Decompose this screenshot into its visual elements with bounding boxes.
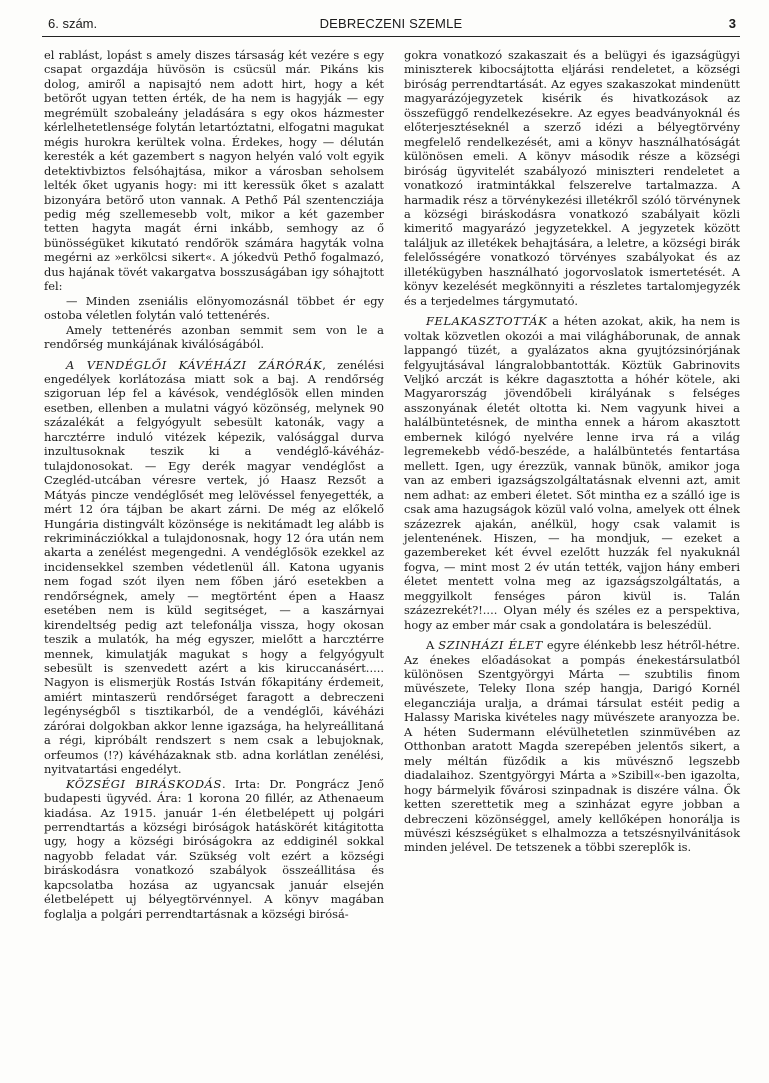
article-prefix: A bbox=[426, 638, 439, 653]
article-vendeglo-zarorak bbox=[44, 358, 384, 777]
article-kozsegi-biraskodas bbox=[44, 777, 384, 922]
right-column bbox=[404, 48, 740, 855]
page-header bbox=[42, 14, 740, 37]
article-body: . Irta: Dr. Pongrácz Jenő budapesti ügyvéd. Ára: 1 korona 20 fillér, az Athenaeum kiadása. Az 1915. január 1-én életbelépett uj polgári perrendtartás a községi biróságok hatáskörét kitágitotta ugy, hogy a községi biróságokra az eddiginél sokkal nagyobb feladat vár. Szükség volt ezért a községi biráskodásra vonatkozó szabályok összeállitása és kapcsolatba hozása az ugyancsak január elsején életbelépett uj bélyegtörvénnyel. A könyv magában foglalja a polgári perrendtartásnak a községi birósá- bbox=[44, 776, 384, 921]
issue-number: 6. szám. bbox=[48, 16, 98, 31]
page-number: 3 bbox=[728, 16, 736, 31]
article-continuation: el rablást, lopást s amely diszes társaság két vezére s egy csapat orgazdája hüvösön is csücsül már. Pikáns kis dolog, amiről a napisajtó nem adott hirt, hogy a két betörőt ugyan tetten érték, de ha nem is hagyják — egy megrémült szobaleány jeladására s egy okos házmester kérlelhetetlensége folytán letartóztatni, elfogatni magukat mégis hurokra kerültek volna. Érdekes, hogy — délután keresték a két gazembert s nagyon helyén való volt egyik detektivbiztos felsóhajtása, mikor a városban seholsem lelték őket ugyanis hogy: mi itt keressük őket s azalatt bizonyára betörő uton vannak. A Pethő Pál szentencziája pedig még szellemesebb volt, mikor a két gazember tetten hagyta magát érni inkább, semhogy az ő bünösségüket kikutató rendőrök számára hagyták volna megérni az »erkölcsi sikert«. A jókedvü Pethő fogalmazó, dus hajának tövét vakargatva bosszuságában igy sóhajtott fel: bbox=[44, 48, 384, 294]
publication-title: DEBRECZENI SZEMLE bbox=[319, 16, 463, 31]
article-title: A VENDÉGLŐI KÁVÉHÁZI ZÁRÓRÁK bbox=[66, 357, 323, 372]
quote-paragraph: — Minden zseniális elönyomozásnál többet ér egy ostoba véletlen folytán való tettenérés. bbox=[44, 293, 384, 323]
left-column bbox=[44, 48, 384, 921]
article-title: FELAKASZTOTTÁK bbox=[426, 314, 548, 329]
article-title: KÖZSÉGI BIRÁSKODÁS bbox=[66, 776, 222, 791]
article-body: egyre élénkebb lesz hétről-hétre. Az énekes előadásokat a pompás énekestársulatból különösen Szentgyörgyi Márta — szubtilis finom müvészete, Teleky Ilona szép hangja, Darigó Kornél elegancziája uralja, a drámai társulat estéit pedig a Halassy Mariska kivételes nagy müvészete aranyozza be. A héten Sudermann elévülhetetlen szinmüvében az Otthonban aratott Magda szerepében jelentős sikert, a mely méltán füződik a kis müvésznő legszebb diadalaihoz. Szentgyörgyi Márta a »Szibill«-ben igazolta, hogy bármelyik fővárosi szinpadnak is diszére válna. Ők ketten szerettetik meg a szinházat egyre jobban a debreczeni közönséggel, amely kellőképen honorálja is müvészi készségüket s elhalmozza a tetszésnyilvánitások minden jelével. De tetszenek a többi szereplők is. bbox=[404, 638, 740, 855]
article-title: SZINHÁZI ÉLET bbox=[438, 638, 543, 653]
closing-paragraph: Amely tettenérés azonban semmit sem von le a rendőrség munkájának kiválóságából. bbox=[44, 322, 384, 352]
article-body: , zenélési engedélyek korlátozása miatt sok a baj. A rendőrség szigoruan lép fel a kávésok, vendéglősök ellen minden esetben, ellenben a mulatni vágyó közönség, melynek 90 százalékát a felgyógyult sebesült katonák, vagy a harcztérre induló vitézek képezik, valósággal durva inzultusoknak teszik ki a vendéglő-kávéház-tulajdonosokat. — Egy derék magyar vendéglőst a Czegléd-utcában véresre vertek, jó Haasz Rezsőt a Mátyás pincze vendéglősét meg lelövéssel fenyegették, a mért 12 óra tájban be akart zárni. De még az előkelő Hungária distingvált közönsége is nekitámadt leg alább is rekriminácziókkal a tulajdonosnak, hogy 12 óra után nem akarta a zenélést megengedni. A vendéglősök ezekkel az incidensekkel szemben védetlenül áll. Katona ugyanis nem fogad szót ilyen nem főben járó esetekben a rendőrségnek, amely — megtörtént épen a Haasz esetében nem is küld segitséget, — a kaszárnyai kirendeltség pedig azt telefonálja vissza, hogy okosan teszik a mulatók, ha még egyszer, mielőtt a harcztérre mennek, kimulatják magukat s hogy a felgyógyult sebesült is szenvedett azért a kis kiruccanásért..... Nagyon is elismerjük Rostás István főkapitány érdemeit, amiért mintaszerü rendőrséget faragott a debreczeni legénységből s tisztikarból, de a vendéglői, kávéházi zárórai dolgokban akkor lenne igazsága, ha helyreállitaná a régi, kipróbált rendszert s nem csak a lebujoknak, orfeumos (!?) kávéházaknak stb. adna korlátlan zenélési, nyitvatartási engedélyt. bbox=[44, 357, 385, 777]
article-felakasztottak bbox=[404, 314, 740, 632]
article-body: a héten azokat, akik, ha nem is voltak közvetlen okozói a mai világháborunak, de annak lappangó tüzét, a gyalázatos akna gyujtózsinórjának felgyujtásával lángralobbantották. Köztük Gabrinovits Veljkó arczát is kékre dagasztotta a hóhér kötele, aki Magyarország jövendőbeli királyának s felséges asszonyának életét oltotta ki. Nem vagyunk hivei a halálbüntetésnek, de mintha ennek a három akasztott embernek kilógó nyelvére lenne irva rá a világ legremekebb védő-beszéde, a halálbüntetés fentartása mellett. Igen, ugy érezzük, vannak bünök, amikor joga van az emberi igazságszolgáltatásnak elvenni azt, amit nem adhat: az emberi életet. Sőt mintha ez a szálló ige is csak ama hazugságok közül való volna, amelyek ott élnek százezrek ajakán, anélkül, hogy csak valamit is jelentenének. Hiszen, — ha mondjuk, — ezeket a gazembereket két évvel ezelőtt huzzák fel nyakuknál fogva, — mint most 2 év után tették, vajjon hány emberi életet mentett volna meg az igazságszolgáltatás, a meggyilkolt fenséges páron kivül is. Talán százezrekét?!.... Olyan mély és széles ez a perspektiva, hogy az ember már csak a gondolatára is beleszédül. bbox=[404, 314, 740, 632]
article-szinhazi-elet bbox=[404, 638, 740, 855]
article-continuation: gokra vonatkozó szakaszait és a belügyi és igazságügyi miniszterek kibocsájtotta eljárási rendeletet, a községi biróság perrendtartását. Az egyes szakaszokat mindenütt magyarázójegyzetek kisérik és hivatkozások az összefüggő rendelkezésekre. Az egyes beadványoknál és előterjesztéseknél a szerző idézi a bélyegtörvény megfelelő rendelkezését, ami a könyv használhatóságát különösen emeli. A könyv második része a községi biróság ügyvitelét szabályozó miniszteri rendeletet a vonatkozó iratmintákkal felszerelve tartalmazza. A harmadik rész a törvénykezési illetékről szóló törvénynek a községi biráskodásra vonatkozó szabályait közli kimeritő magyarázó jegyzetekkel. A jegyzetek között találjuk az illetékek behajtására, a leletre, a községi birák felelősségére vonatkozó törvényes szabályokat és az illetékügyben használható jogorvoslatok ismertetését. A könyv kezelését megkönnyiti a részletes tartalomjegyzék és a terjedelmes tárgymutató. bbox=[404, 48, 740, 308]
